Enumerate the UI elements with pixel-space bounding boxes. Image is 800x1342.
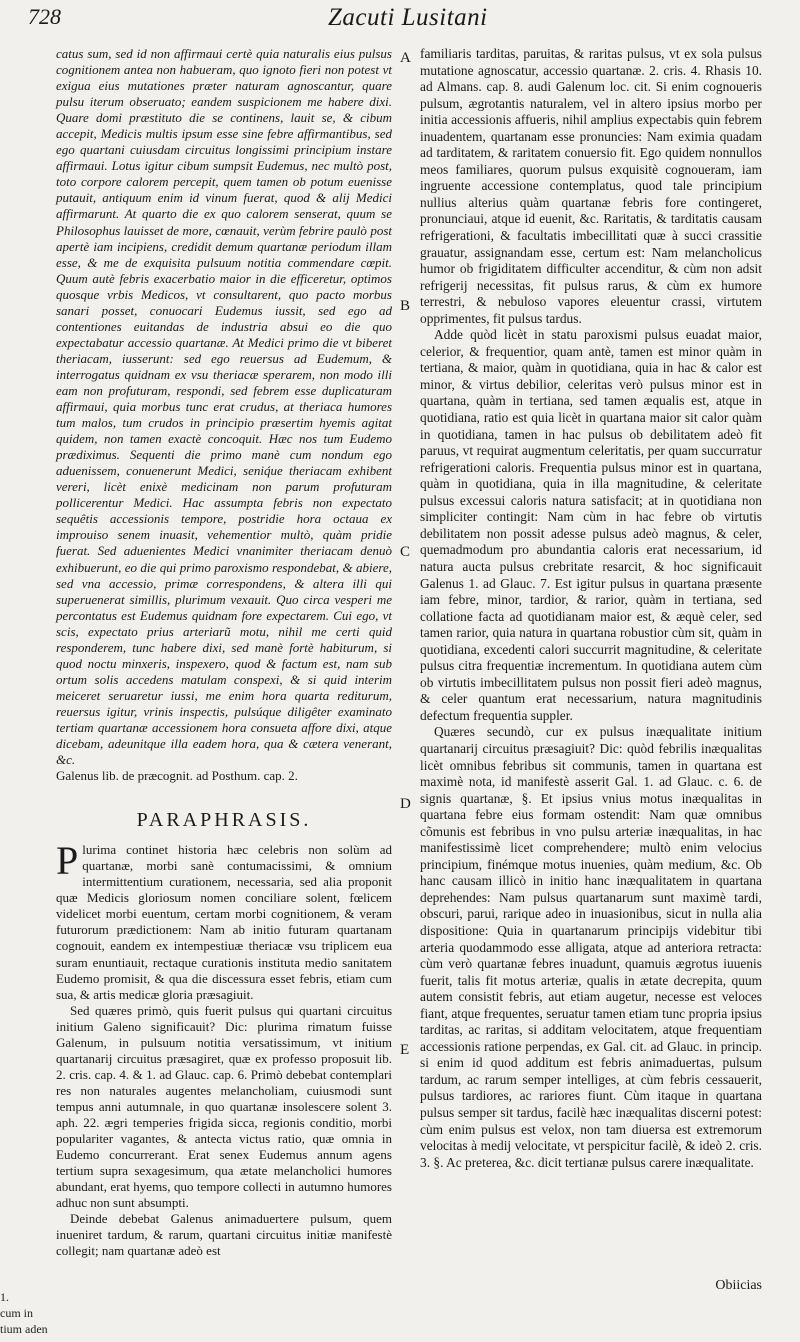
margin-fragment-1: 1. bbox=[0, 1290, 9, 1304]
running-title: Zacuti Lusitani bbox=[328, 4, 488, 31]
paraphrasis-paragraph-2: Sed quæres primò, quis fuerit pulsus qui quartani circuitus initium Galeno significauit? Dic: plurima rimatum fuisse Galenum, in pulsuum notitia versatissimum, vt initium quartanarij circuitus præsagiret, quæ ex professo proposuit lib. 2. cris. cap. 4. & 1. ad Glauc. cap. 6. Primò debebat contemplari res non naturales augentes melancholiam, cuiusmodi sunt tempus anni autumnale, in quo quartanæ insolescere solent 3. aph. 22. ægri temperies frigida sicca, regionis conditio, morbi populariter vagantes, & antecta victus ratio, quæ omnia in Eudemo concurrerant. Erat senex Eudemus annum agens tertium supra sexagesimum, qua ætate melancholici humores abundant, erat hyems, quo tempore collecti in autumno humores adhuc non sunt absumpti. bbox=[56, 1002, 392, 1211]
margin-fragment-2: cum in bbox=[0, 1306, 33, 1320]
marginal-letter-a: A bbox=[400, 50, 411, 66]
section-heading: PARAPHRASIS. bbox=[136, 809, 312, 832]
marginal-letter-c: C bbox=[400, 544, 411, 560]
marginal-letter-d: D bbox=[400, 796, 411, 812]
quotation-citation: Galenus lib. de præcognit. ad Posthum. cap. 2. bbox=[56, 768, 298, 784]
paraphrasis-paragraph-3: Deinde debebat Galenus animaduertere pulsum, quem inueniret tardum, & rarum, quartani circuitus initiæ manifestè collegit; nam quartanæ adeò est bbox=[56, 1211, 392, 1259]
margin-fragment-3: tium aden bbox=[0, 1322, 48, 1336]
paraphrasis-paragraph-1: Plurima continet historia hæc celebris non solùm ad quartanæ, morbi sanè contumacissimi, & omnium intermittentium curationem, necessaria, sed alia proponit quæ Medicis gloriosum nomen conciliare solent, fœlicem videlicet morbi euentum, certam morbi cognitionem, & veram futurorum prædictionem: Nam ab initio futuram quartanam cognouit, eandem ex intempestiuæ theriacæ vsu triplicem eua suram enuntiauit, rectaque curationis instituta medio sanitatem Eudemo promisit, & qua die discessura esset febris, etiam cum sua, & artis medicæ gloria præsagiuit. bbox=[56, 838, 392, 1002]
right-paragraph-3: Quæres secundò, cur ex pulsus inæqualitate initium quartanarij circuitus præsagiuit? Dic: quòd febrilis inæqualitas licèt omnibus febribus sit communis, tamen in quartana est maximè nota, id manifestè asserit Gal. 1. ad Glauc. c. 6. de signis quartanæ, §. Et ipsius vnius motus inæqualitas in quartana febre eius formam ostendit: Nam quæ omnibus cõmunis est febribus in vno pulsu arteriæ inæqualitas, in hac manifestissimè licet comprehendere; multò enim velocius principium, finémque motus inuenies, quàm medium, &c. Ob hanc causam illicò in initio hanc inæqualitatem in quartana deprehendes: Nam pulsus quartanarum sunt maximè tardi, obscuri, parui, rarique adeo in inuasionibus, sicut in nulla alia dispositione: Quia in quartanarum principijs videbitur tibi arteria quodammodo esse alligata, atque ad anteriora retracta: cùm verò quartanæ febres inuadunt, quamuis ægrotus iuuenis fuerit, talis fit motus arteriæ, qualis in ætate decrepita, quum autem consistit febris, aut etiam augetur, necesse est veloces fiant, atque frequentes, seruatur tamen etiam tunc propria ipsius tarditas, ac raritas, si additam velocitatem, atque frequentiam accessionis ratione perpendas, ex Gal. cit. ad Glauc. in princip. si enim id quod additum est febris animaduertas, pulsum tardum, ac rarum semper intelliges, at cùm febris cessauerit, pulsus tardiores, ac rariores fiunt. Cùm itaque in quartana pulsus semper sit tardus, facilè hæc inæqualitas discerni potest: cùm enim pulsus est velox, non tam diuersa est extremorum velocitas à medij velocitate, vt perspicitur facilè, & ideò 2. cris. 3. §. Ac preterea, &c. dicit tertianæ pulsus carere inæqualitate. bbox=[420, 724, 762, 1170]
right-column bbox=[420, 46, 762, 1171]
page-number: 728 bbox=[28, 4, 61, 29]
galen-quotation: catus sum, sed id non affirmaui certè quia naturalis eius pulsus cognitionem antea non habueram, quo ignoto fieri non potest vt exigua eius mutationes præter naturam agnoscantur, quare pulsu iterum obseruato; eandem suspicionem me habere dixi. Quare domi præstituto die se continens, lauit se, & cibum accepit, Medicis multis ipsum esse sine febre affirmantibus, sed ego quartani cuiusdam circuitus longissimi principium instare affirmaui. Lotus igitur cibum sumpsit Eudemus, nec multò post, toto corpore calorem percepit, quem tamen ob potum euenisse putauit, antiquum enim id vinum fuerat, quod & alij Medici affirmarunt. At quarto die ex quo calorem senserat, quum se Philosophus lauisset de more, cœnauit, verùm febrire paulò post apertè iam incipiens, credidit demum quartanæ periodum illam esse, & me de exquisita pulsuum notitia commendare cœpit. Quum autè febris exacerbatio maior in die efficeretur, optimos quosque vrbis Medicos, vt consultarent, quo pacto morbus sanari posset, conuocari Eudemus iussit, sed ego ad contentiones euitandas de industria absui eo die quo expectabatur accessio quartanæ. At Medici primo die vt biberet theriacam, iusserunt: sed ego reuersus ad Eudemum, & interrogatus quidnam ex vsu theriacæ sperarem, non modo illi eam non profuturam, respondi, sed febrem esse duplicaturam affirmaui, quia morbus tunc erat crudus, at theriaca humores tum malos, tum crudos in principio præsertim hyemis agitat quidem, non tamen exactè concoquit. Hæc nos tum Eudemo prædiximus. Sequenti die primo manè cum nondum ego aduenissem, conuenerunt Medici, seniq́ue theriacam exhibent vereri, licèt enixè medicinam non parum profuturam pollicerentur Medici. Hac assumpta febris non expectato sequêtis accessionis tempore, postridie hora octaua ex improuiso senem inuasit, vehementior multò, quàm pridie fuerat. Sed aduenientes Medici vnanimiter theriacam denuò exhibuerunt, eo die qui primo paroxismo respondebat, & abiere, sed vna accessio, primæ correspondens, & altera illi qui superuenerat simillis, plurimum vexauit. Quo circa vesperi me percontatus est Eudemus quidnam fore expectarem. Cui ego, vt scis, expectato prius arteriarũ motu, nihil me certi quid responderem, tunc habere dixi, sed manè fortè habiturum, si quod noctu minxeris, inspexero, quod & factum est, nam sub ortum solis accedens matulam conspexi, & si quid interim meiceret seruaretur iussi, me enim hora quarta rediturum, reuersus igitur, vrinis inspectis, pulsúque diligêter examinato tertiam quartanæ accessionem hora consueta affore dixi, atque dicebam, adeunitque illa eadem hora, qua & cætera venerant, &c. bbox=[56, 46, 392, 768]
catchword: Obiicias bbox=[715, 1278, 762, 1293]
left-column bbox=[56, 46, 392, 1259]
marginal-letter-b: B bbox=[400, 298, 411, 314]
marginal-letter-e: E bbox=[400, 1042, 410, 1058]
page-header bbox=[28, 4, 772, 44]
right-paragraph-2: Adde quòd licèt in statu paroxismi pulsus euadat maior, celerior, & frequentior, quam antè, tamen est minor quàm in tertiana, & maior, quàm in quotidiana, quia in hac & calor est minor, & virtus debilior, celeritas verò pulsus minor est in quartana, quàm in tertiana, sed tamen æqualis est, atque in quotidiana, ratio est quia licèt in quartana maior sit calor quàm in quotidiana, tamen in hac pulsus ob debilitatem adeò fit paruus, vt requirat augmentum celeritatis, per quam succurratur refrigerationi caloris. Frequentia pulsus minor est in quartana, quàm in quotidiana, quia in illa magnitudine, & celeritate pulsus excessui caloris natura satisfacit; at in quotidiana non simpliciter contingit: Nam cùm in hac febre ob virtutis debilitatem non possit adesse pulsus adeò magnus, & celer, quemadmodum pro abundantia caloris erat necessarium, id natura aucta pulsus crebritate resarcit, & hoc significauit Galenus 1. ad Glauc. 7. Est igitur pulsus in quartana præsente iam febre, minor, tardior, & rarior, quàm in tertiana, sed collatione facta ad quotidianam maior est, & æquè celer, sed tamen rarior, quia natura in quartana robustior cùm sit, quàm in quotidiana, excedenti calori succurrit magnitudine, & celeritate pulsus citra frequentiæ incrementum. In quotidiana autem cùm ob virtutis imbecillitatem pulsus non possit fieri adeò magnus, & celer quantum erat necessarium, natura magnitudinis defectum frequentia suppler. bbox=[420, 327, 762, 723]
right-paragraph-1: familiaris tarditas, paruitas, & raritas pulsus, vt ex sola pulsus mutatione agnoscatur, accessio quartanæ. 2. cris. 4. Rhasis 10. ad Almans. cap. 8. audi Galenum loc. cit. Si enim cognoueris pulsum, ægrotantis naturalem, vel in altero ipsius morbo per initia accessionis affueris, nihil amplius expectabis quin febrem inuadentem, quartanam esse pronuncies: Nam eximia quadam ad tarditatem, & raritatem conuersio fit. Ego quidem nonnullos meos familiares, quorum pulsus exquisitè cognoueram, iam ingruente accessione contemplatus, quod tale principium nullius alterius quàm quartanæ febris fore contingeret, pronunciaui, atque id euenit, &c. Raritatis, & tarditatis causam refrigerationi, & facultatis imbecillitati quæ à succi crassitie grauatur, assignandam esse, certum est: Nam melancholicus humor ob frigiditatem difficulter accenditur, & cùm non adsit refrigerij necessitas, fit pulsus rarus, & cùm ex humore terrestri, & nebuloso vapores eleuentur crassi, virtutem opprimentes, fit pulsus tardus. bbox=[420, 46, 762, 326]
